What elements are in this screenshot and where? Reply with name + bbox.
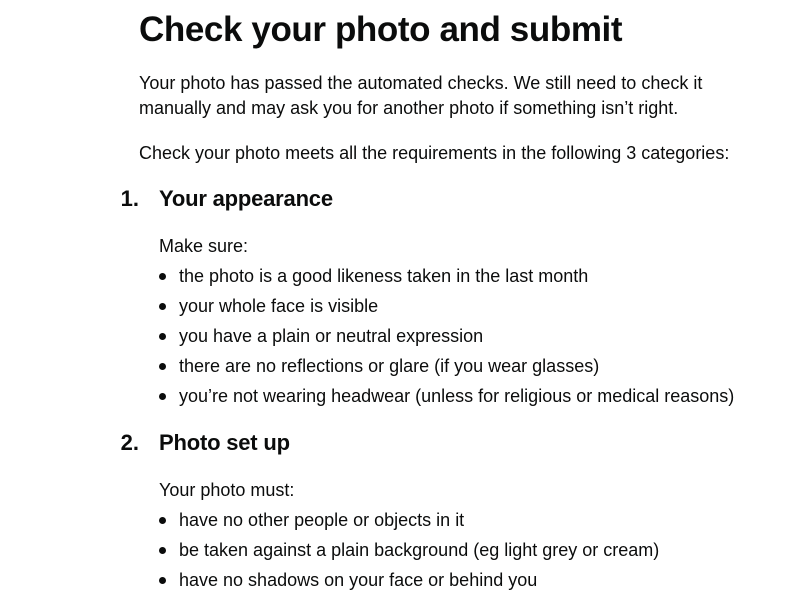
bullet-icon <box>159 517 166 524</box>
section-number: 2. <box>120 430 139 455</box>
section-heading: Photo set up <box>159 430 290 455</box>
section-number: 1. <box>120 186 139 211</box>
list-item <box>159 321 734 351</box>
bullet-icon <box>159 303 166 310</box>
requirements-list <box>159 505 659 595</box>
bullet-icon <box>159 393 166 400</box>
list-item <box>159 291 734 321</box>
list-item-text: your whole face is visible <box>179 296 379 316</box>
list-item-text: have no other people or objects in it <box>179 510 465 530</box>
intro-paragraph: Your photo has passed the automated checks. We still need to check it manually and may ask you for another photo if something isn’t right. <box>139 73 703 118</box>
bullet-icon <box>159 273 166 280</box>
list-item <box>159 565 659 595</box>
bullet-icon <box>159 363 166 370</box>
list-item-text: the photo is a good likeness taken in the last month <box>179 266 589 286</box>
section-lead: Make sure: <box>159 236 249 256</box>
list-item <box>159 261 734 291</box>
list-item-text: you’re not wearing headwear (unless for religious or medical reasons) <box>179 386 735 406</box>
requirements-list <box>159 261 734 411</box>
page-title: Check your photo and submit <box>139 10 623 49</box>
list-item-text: there are no reflections or glare (if you wear glasses) <box>179 356 600 376</box>
bullet-icon <box>159 333 166 340</box>
section-lead: Your photo must: <box>159 480 295 500</box>
list-item <box>159 505 659 535</box>
bullet-icon <box>159 577 166 584</box>
list-item <box>159 351 734 381</box>
categories-lead-paragraph: Check your photo meets all the requirements in the following 3 categories: <box>139 143 730 163</box>
section-heading: Your appearance <box>159 186 333 211</box>
list-item-text: have no shadows on your face or behind you <box>179 570 538 590</box>
list-item <box>159 535 659 565</box>
list-item-text: be taken against a plain background (eg light grey or cream) <box>179 540 660 560</box>
list-item <box>159 381 734 411</box>
bullet-icon <box>159 547 166 554</box>
list-item-text: you have a plain or neutral expression <box>179 326 484 346</box>
